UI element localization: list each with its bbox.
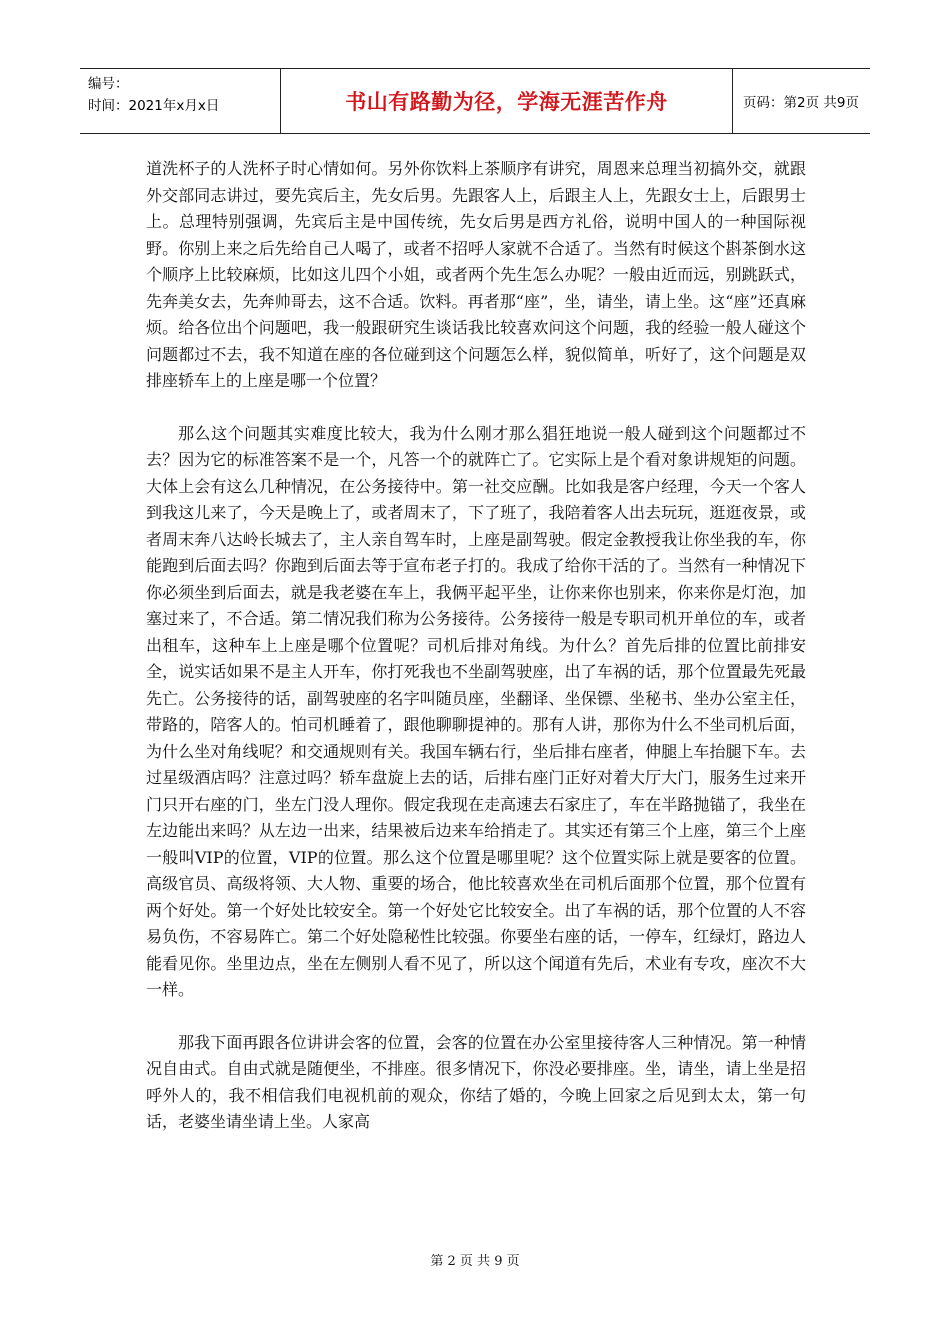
page-header xyxy=(80,68,870,134)
header-page-info: 页码：第2页 共9页 xyxy=(743,95,859,111)
document-body xyxy=(146,156,806,1162)
body-paragraph: 道洗杯子的人洗杯子时心情如何。另外你饮料上茶顺序有讲究，周恩来总理当初搞外交，就跟外交部同志讲过，要先宾后主，先女后男。先跟客人上，后跟主人上，先跟女士上，后跟男士上。总理特别强调，先宾后主是中国传统，先女后男是西方礼俗，说明中国人的一种国际视野。你别上来之后先给自己人喝了，或者不招呼人家就不合适了。当然有时候这个斟茶倒水这个顺序上比较麻烦，比如这儿四个小姐，或者两个先生怎么办呢？一般由近而远，别跳跃式，先奔美女去，先奔帅哥去，这不合适。饮料。再者那“座”，坐，请坐，请上坐。这“座”还真麻烦。给各位出个问题吧，我一般跟研究生谈话我比较喜欢问这个问题，我的经验一般人碰这个问题都过不去，我不知道在座的各位碰到这个问题怎么样，貌似简单，听好了，这个问题是双排座轿车上的上座是哪一个位置？ xyxy=(146,159,806,390)
page-footer: 第 2 页 共 9 页 xyxy=(430,1254,520,1269)
body-paragraph: 那我下面再跟各位讲讲会客的位置，会客的位置在办公室里接待客人三种情况。第一种情况自由式。自由式就是随便坐，不排座。很多情况下，你没必要排座。坐，请坐，请上坐是招呼外人的，我不相信我们电视机前的观众，你结了婚的，今晚上回家之后见到太太，第一句话，老婆坐请坐请上坐。人家高 xyxy=(146,1032,806,1131)
body-paragraph: 那么这个问题其实难度比较大，我为什么刚才那么猖狂地说一般人碰到这个问题都过不去？因为它的标准答案不是一个，凡答一个的就阵亡了。它实际上是个看对象讲规矩的问题。大体上会有这么几种情况，在公务接待中。第一社交应酬。比如我是客户经理，今天一个客人到我这儿来了，今天是晚上了，或者周末了，下了班了，我陪着客人出去玩玩，逛逛夜景，或者周末奔八达岭长城去了，主人亲自驾车时，上座是副驾驶。假定金教授我让你坐我的车，你能跑到后面去吗？你跑到后面去等于宣布老子打的。我成了给你干活的了。当然有一种情况下你必须坐到后面去，就是我老婆在车上，我俩平起平坐，让你来你也别来，你来你是灯泡，加塞过来了，不合适。第二情况我们称为公务接待。公务接待一般是专职司机开单位的车，或者出租车，这种车上上座是哪个位置呢？司机后排对角线。为什么？首先后排的位置比前排安全，说实话如果不是主人开车，你打死我也不坐副驾驶座，出了车祸的话，那个位置最先死最先亡。公务接待的话，副驾驶座的名字叫随员座，坐翻译、坐保镖、坐秘书、坐办公室主任，带路的，陪客人的。怕司机睡着了，跟他聊聊提神的。那有人讲，那你为什么不坐司机后面，为什么坐对角线呢？和交通规则有关。我国车辆右行，坐后排右座者，伸腿上车抬腿下车。去过星级酒店吗？注意过吗？轿车盘旋上去的话，后排右座门正好对着大厅大门，服务生过来开门只开右座的门，坐左门没人理你。假定我现在走高速去石家庄了，车在半路抛锚了，我坐在左边能出来吗？从左边一出来，结果被后边来车给捎走了。其实还有第三个上座，第三个上座一般叫VIP的位置，VIP的位置。那么这个位置是哪里呢？这个位置实际上就是要客的位置。高级官员、高级将领、大人物、重要的场合，他比较喜欢坐在司机后面那个位置，那个位置有两个好处。第一个好处比较安全。第一个好处它比较安全。出了车祸的话，那个位置的人不容易负伤，不容易阵亡。第二个好处隐秘性比较强。你要坐右座的话，一停车，红绿灯，路边人能看见你。坐里边点，坐在左侧别人看不见了，所以这个闻道有先后，术业有专攻，座次不大一样。 xyxy=(146,423,806,999)
document-time-label: 时间：2021年x月x日 xyxy=(88,98,220,114)
header-motto: 书山有路勤为径，学海无涯苦作舟 xyxy=(281,69,733,133)
header-meta xyxy=(80,69,281,133)
document-number-label: 编号： xyxy=(88,76,129,92)
